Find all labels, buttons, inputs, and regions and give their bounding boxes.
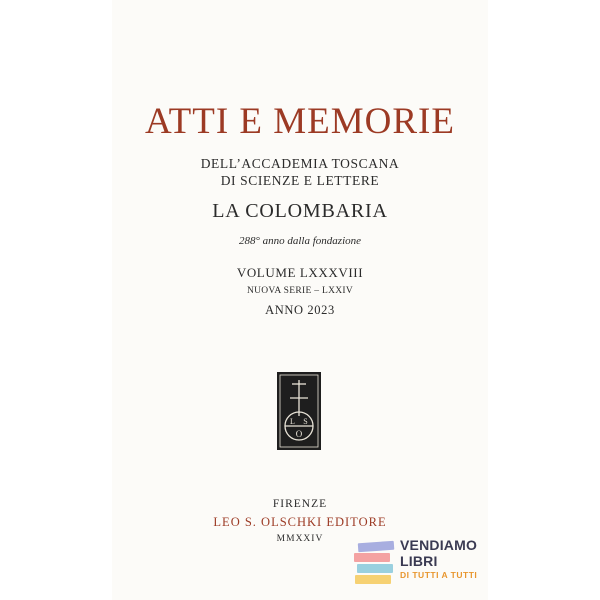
cover-founding-note: 288° anno dalla fondazione bbox=[238, 235, 362, 247]
cover-year: ANNO 2023 bbox=[265, 303, 335, 317]
emblem-letter-o: O bbox=[295, 429, 303, 439]
cover-volume: VOLUME LXXXVIII bbox=[236, 265, 364, 280]
cover-series: NUOVA SERIE – LXXIV bbox=[246, 286, 354, 296]
cover-publication-year: MMXXIV bbox=[276, 534, 324, 544]
cover-publisher: LEO S. OLSCHKI EDITORE bbox=[213, 515, 387, 529]
emblem-letter-s: S bbox=[303, 417, 308, 426]
cover-name: LA COLOMBARIA bbox=[212, 200, 388, 222]
book-cover bbox=[112, 0, 488, 600]
olschki-monogram-icon bbox=[277, 372, 321, 450]
cover-title: ATTI E MEMORIE bbox=[145, 101, 455, 142]
stacked-books-icon bbox=[352, 540, 396, 586]
emblem-graphic bbox=[277, 372, 321, 450]
emblem-letter-l: L bbox=[290, 417, 295, 426]
badge-word-libri: LIBRI bbox=[400, 553, 438, 569]
badge-tagline: DI TUTTI A TUTTI bbox=[400, 570, 478, 580]
cover-subtitle-line1: DELL’ACCADEMIA TOSCANA bbox=[200, 156, 400, 171]
vendiamo-libri-badge bbox=[352, 536, 492, 592]
cover-city: FIRENZE bbox=[272, 498, 328, 510]
badge-text bbox=[400, 538, 477, 580]
cover-subtitle-line2: DI SCIENZE E LETTERE bbox=[220, 173, 380, 188]
badge-word-vendiamo: VENDIAMO bbox=[400, 537, 478, 553]
